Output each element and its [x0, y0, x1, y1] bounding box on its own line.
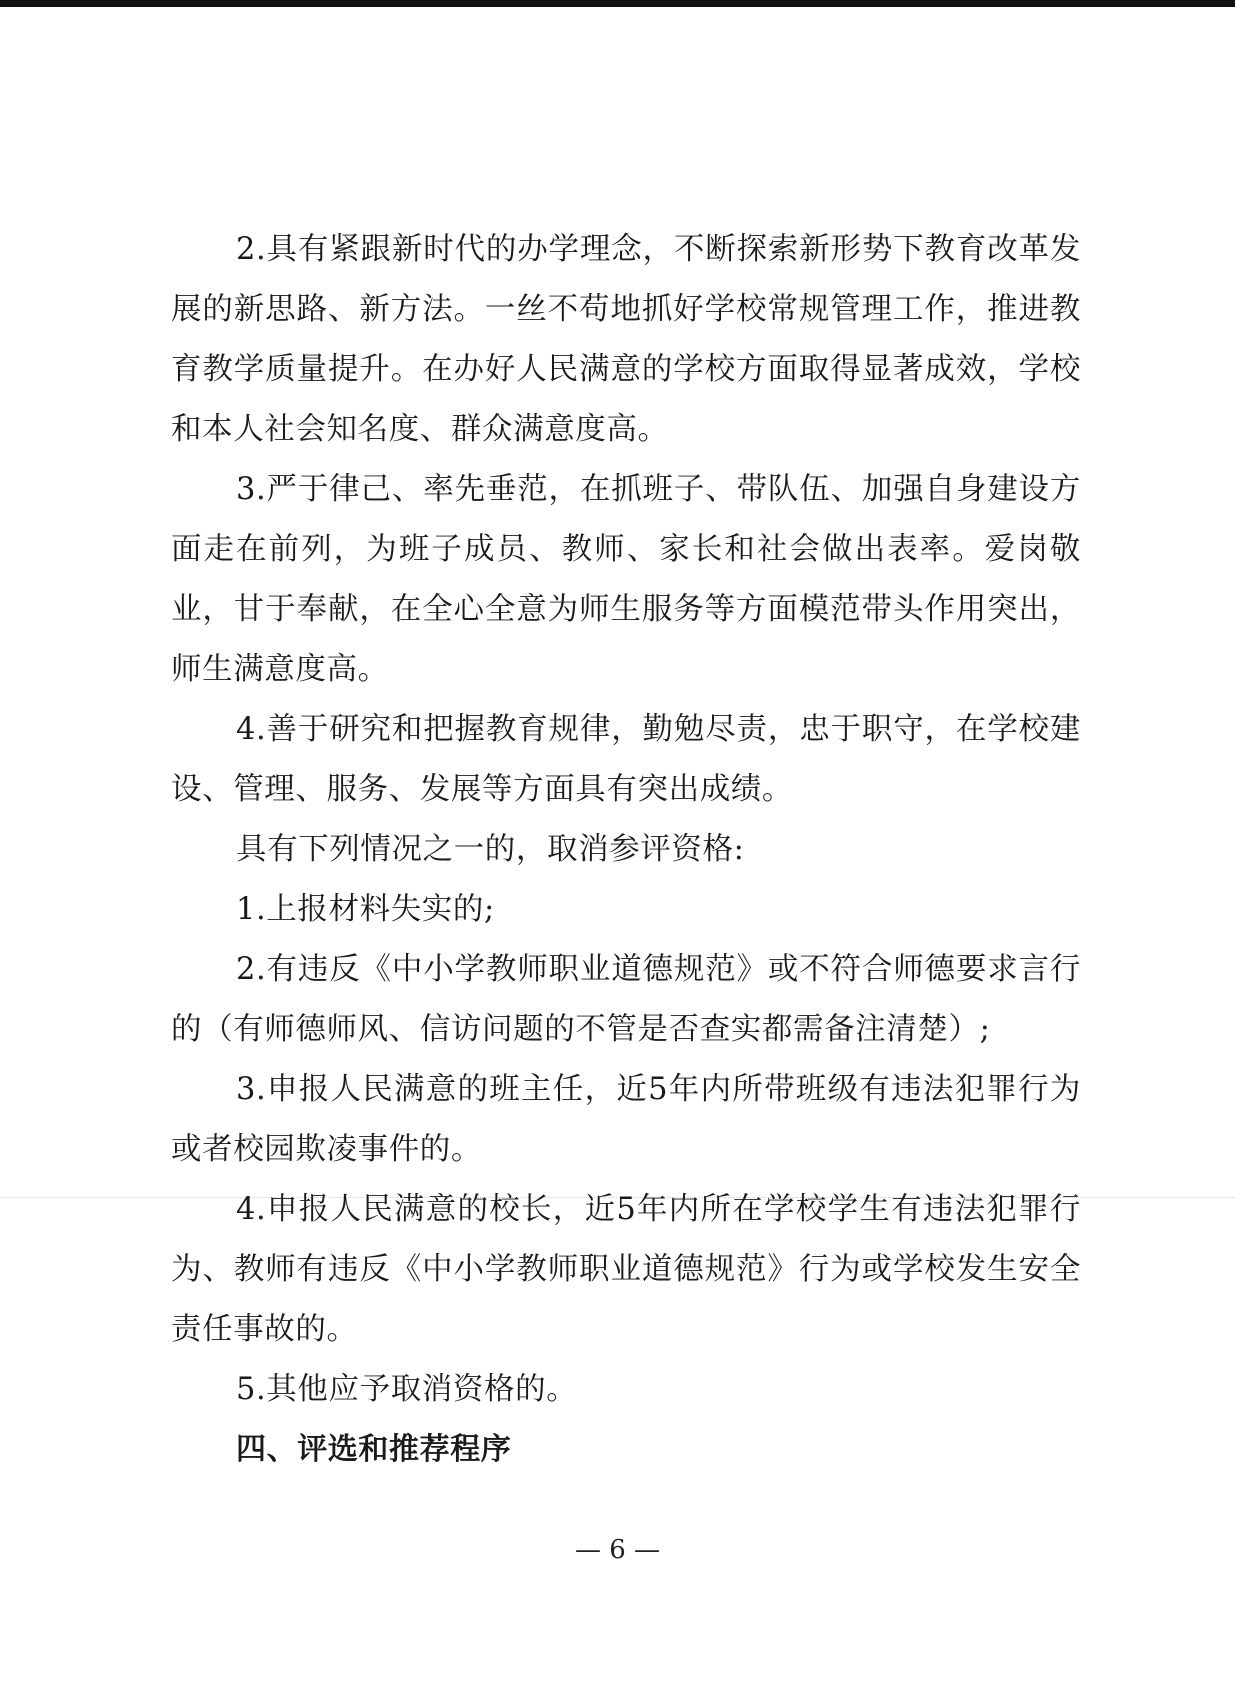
- scan-top-edge: [0, 0, 1235, 7]
- paragraph-criterion-2: 2.具有紧跟新时代的办学理念，不断探索新形势下教育改革发展的新思路、新方法。一丝不苟地抓好学校常规管理工作，推进教育教学质量提升。在办好人民满意的学校方面取得显著成效，学校和本人社会知名度、群众满意度高。: [171, 232, 1081, 447]
- paragraph-disqualification-3: 3.申报人民满意的班主任，近5年内所带班级有违法犯罪行为或者校园欺凌事件的。: [171, 1072, 1081, 1167]
- paragraph-disqualification-1: 1.上报材料失实的;: [236, 892, 495, 927]
- document-body: [171, 220, 1081, 1480]
- paragraph-disqualification-5: 5.其他应予取消资格的。: [236, 1372, 578, 1407]
- paragraph-disqualification-intro: 具有下列情况之一的，取消参评资格:: [236, 832, 745, 867]
- paragraph-criterion-3: 3.严于律己、率先垂范，在抓班子、带队伍、加强自身建设方面走在前列，为班子成员、教师、家长和社会做出表率。爱岗敬业，甘于奉献，在全心全意为师生服务等方面模范带头作用突出，师生满意度高。: [171, 472, 1081, 687]
- paragraph-disqualification-4: 4.申报人民满意的校长，近5年内所在学校学生有违法犯罪行为、教师有违反《中小学教师职业道德规范》行为或学校发生安全责任事故的。: [171, 1192, 1081, 1347]
- page-number: — 6 —: [574, 1535, 661, 1565]
- section-heading: 四、评选和推荐程序: [236, 1432, 512, 1467]
- paragraph-criterion-4: 4.善于研究和把握教育规律，勤勉尽责，忠于职守，在学校建设、管理、服务、发展等方面具有突出成绩。: [171, 712, 1081, 807]
- paragraph-disqualification-2: 2.有违反《中小学教师职业道德规范》或不符合师德要求言行的（有师德师风、信访问题的不管是否查实都需备注清楚）;: [171, 952, 1081, 1047]
